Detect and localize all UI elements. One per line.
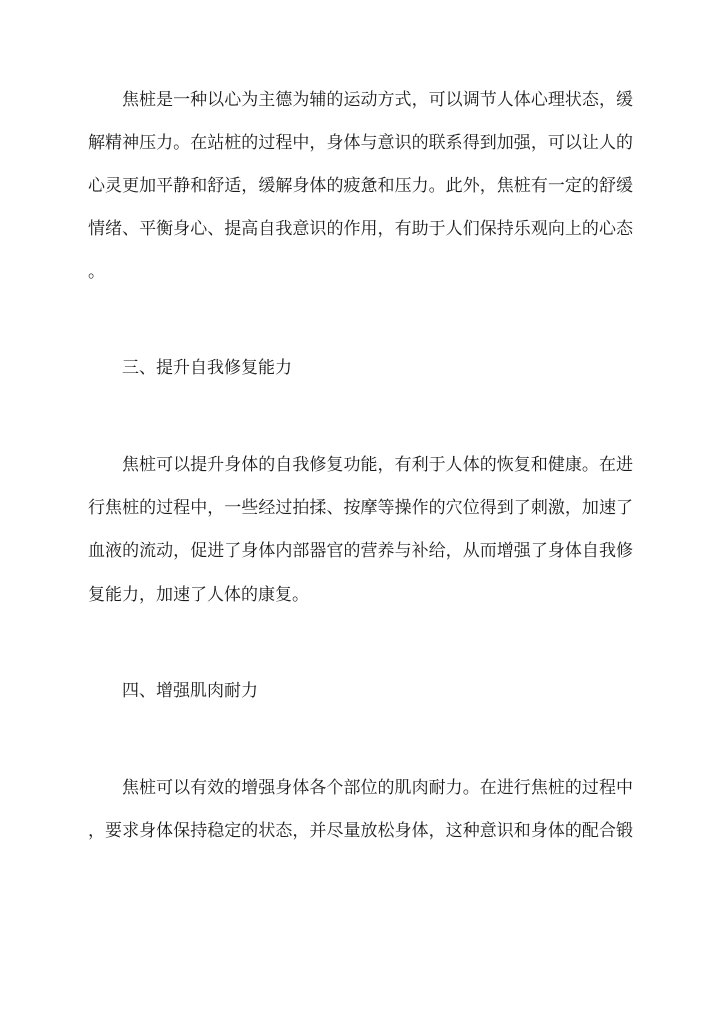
paragraph-3-line-1: 焦桩可以有效的增强身体各个部位的肌肉耐力。在进行焦桩的过程中 bbox=[122, 778, 633, 798]
paragraph-1-line-1: 焦桩是一种以心为主德为辅的运动方式，可以调节人体心理状态，缓 bbox=[122, 90, 633, 110]
paragraph-1-line-3: 心灵更加平静和舒适，缓解身体的疲惫和压力。此外，焦桩有一定的舒缓 bbox=[88, 176, 633, 196]
paragraph-1-line-5: 。 bbox=[88, 262, 105, 282]
paragraph-2-line-3: 血液的流动，促进了身体内部器官的营养与补给，从而增强了身体自我修 bbox=[88, 541, 633, 561]
section-heading-4: 四、增强肌肉耐力 bbox=[122, 681, 258, 701]
paragraph-1-line-2: 解精神压力。在站桩的过程中，身体与意识的联系得到加强，可以让人的 bbox=[88, 133, 633, 153]
paragraph-3-line-2: ，要求身体保持稳定的状态，并尽量放松身体，这种意识和身体的配合锻 bbox=[88, 821, 633, 841]
paragraph-2-line-1: 焦桩可以提升身体的自我修复功能，有利于人体的恢复和健康。在进 bbox=[122, 455, 633, 475]
paragraph-1-line-4: 情绪、平衡身心、提高自我意识的作用，有助于人们保持乐观向上的心态 bbox=[88, 219, 633, 239]
paragraph-2-line-4: 复能力，加速了人体的康复。 bbox=[88, 585, 309, 605]
section-heading-3: 三、提升自我修复能力 bbox=[122, 358, 292, 378]
paragraph-2-line-2: 行焦桩的过程中，一些经过拍揉、按摩等操作的穴位得到了刺激，加速了 bbox=[88, 498, 633, 518]
